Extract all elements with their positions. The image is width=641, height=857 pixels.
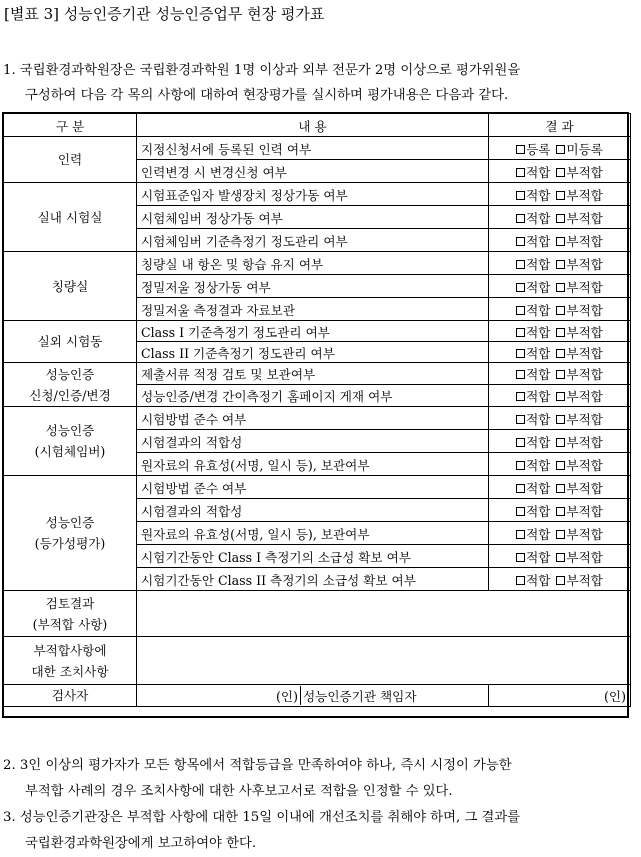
result-cell	[489, 206, 631, 229]
checkbox-icon[interactable]	[556, 168, 565, 177]
inspector-label-cell	[4, 685, 137, 707]
review-result-label: 검토결과	[45, 595, 95, 611]
category-cell	[4, 321, 137, 363]
result-option-label: 부적합	[566, 457, 603, 473]
note-2-line-1: 2. 3인 이상의 평가자가 모든 항목에서 적합등급을 만족하여야 하나, 즉시 시정이 가능한	[3, 758, 512, 773]
category-cell	[4, 252, 137, 321]
checkbox-icon[interactable]	[516, 530, 525, 539]
corrective-action-input-area[interactable]	[137, 637, 631, 685]
result-cell	[489, 252, 631, 275]
corrective-action-row	[4, 637, 631, 685]
item-label: 시험기간동안 Class I 측정기의 소급성 확보 여부	[141, 549, 411, 565]
result-option[interactable]	[556, 573, 603, 588]
checkbox-icon[interactable]	[516, 306, 525, 315]
checkbox-icon[interactable]	[516, 214, 525, 223]
item-label: 원자료의 유효성(서명, 일시 등), 보관여부	[141, 526, 370, 542]
result-option-label: 적합	[526, 345, 551, 361]
checkbox-icon[interactable]	[516, 392, 525, 401]
note-2-line-2: 부적합 사례의 경우 조치사항에 대한 사후보고서로 적합을 인정할 수 있다.	[25, 784, 453, 799]
result-option-label: 적합	[526, 279, 551, 295]
result-option[interactable]	[556, 481, 603, 496]
result-option-label: 부적합	[566, 210, 603, 226]
result-option[interactable]	[516, 389, 550, 404]
checkbox-icon[interactable]	[516, 260, 525, 269]
checkbox-icon[interactable]	[556, 349, 565, 358]
table-row	[4, 476, 631, 499]
result-option[interactable]	[516, 234, 550, 249]
result-option-label: 부적합	[566, 503, 603, 519]
review-result-row	[4, 591, 631, 637]
review-result-label-cell	[4, 591, 137, 637]
result-option[interactable]	[556, 234, 603, 249]
result-option-label: 부적합	[566, 411, 603, 427]
checkbox-icon[interactable]	[556, 530, 565, 539]
result-option[interactable]	[516, 435, 550, 450]
intro-line-1: 1. 국립환경과학원장은 국립환경과학원 1명 이상과 외부 전문가 2명 이상으로 평가위원을	[3, 63, 521, 78]
table-row	[4, 137, 631, 160]
item-cell	[137, 453, 489, 476]
result-option-label: 적합	[526, 503, 551, 519]
signature-row	[4, 685, 631, 707]
item-cell	[137, 229, 489, 252]
checkbox-icon[interactable]	[516, 145, 525, 154]
result-option-label: 적합	[526, 434, 551, 450]
checkbox-icon[interactable]	[556, 145, 565, 154]
checkbox-icon[interactable]	[556, 507, 565, 516]
result-option-label: 적합	[526, 233, 551, 249]
result-cell	[489, 298, 631, 321]
checkbox-icon[interactable]	[516, 576, 525, 585]
result-cell	[489, 385, 631, 407]
table-header-row	[4, 114, 631, 137]
result-option[interactable]	[516, 550, 550, 565]
category-cell	[4, 476, 137, 591]
result-option-label: 적합	[526, 480, 551, 496]
result-option[interactable]	[516, 188, 550, 203]
result-option[interactable]	[556, 211, 603, 226]
corrective-action-label: 부적합사항에	[33, 642, 107, 658]
result-cell	[489, 407, 631, 430]
result-option[interactable]	[556, 303, 603, 318]
item-label: 시험방법 준수 여부	[141, 480, 247, 496]
checkbox-icon[interactable]	[556, 484, 565, 493]
result-option-label: 부적합	[566, 279, 603, 295]
category-cell	[4, 137, 137, 183]
item-label: 시험결과의 적합성	[141, 503, 243, 519]
item-label: 제출서류 적정 검토 및 보관여부	[141, 367, 316, 382]
item-label: 시험체임버 기준측정기 정도관리 여부	[141, 233, 348, 249]
result-cell	[489, 275, 631, 298]
header-label: 결 과	[545, 118, 574, 134]
result-option-label: 부적합	[566, 367, 603, 382]
table-row	[4, 252, 631, 275]
result-option[interactable]	[516, 573, 550, 588]
result-option-label: 등록	[526, 141, 551, 157]
table-row	[4, 321, 631, 342]
result-option-label: 부적합	[566, 187, 603, 203]
result-option[interactable]	[556, 367, 603, 382]
item-cell	[137, 137, 489, 160]
category-label: 실내 시험실	[37, 209, 103, 225]
item-label: 시험기간동안 Class II 측정기의 소급성 확보 여부	[141, 572, 416, 588]
category-label: 인력	[57, 152, 83, 167]
category-label: (시험체임버)	[34, 444, 106, 459]
item-label: 인력변경 시 변경신청 여부	[141, 164, 287, 180]
result-option[interactable]	[556, 188, 603, 203]
checkbox-icon[interactable]	[556, 306, 565, 315]
item-cell	[137, 183, 489, 206]
result-option[interactable]	[516, 527, 550, 542]
header-label: 구 분	[55, 118, 85, 134]
result-option-label: 적합	[526, 187, 551, 203]
result-option[interactable]	[516, 325, 550, 340]
result-option-label: 적합	[526, 549, 551, 565]
table-row	[4, 363, 631, 385]
manager-label-area	[301, 686, 417, 705]
review-result-label: (부적합 사항)	[32, 616, 108, 632]
checkbox-icon[interactable]	[556, 392, 565, 401]
category-cell	[4, 183, 137, 252]
result-cell	[489, 183, 631, 206]
checkbox-icon[interactable]	[556, 214, 565, 223]
review-result-input-area[interactable]	[137, 591, 631, 637]
checkbox-icon[interactable]	[556, 461, 565, 470]
note-3-line-2: 국립환경과학원장에게 보고하여야 한다.	[25, 836, 257, 851]
item-cell	[137, 476, 489, 499]
checkbox-icon[interactable]	[516, 328, 525, 337]
result-option-label: 부적합	[566, 256, 603, 272]
manager-label: 성능인증기관 책임자	[303, 689, 417, 704]
inspector-sign-cell[interactable]	[137, 685, 489, 707]
category-label: 실외 시험동	[37, 334, 103, 349]
result-option-label: 미등록	[566, 141, 603, 157]
category-label: 신청/인증/변경	[29, 387, 111, 403]
result-option-label: 부적합	[566, 233, 603, 249]
checkbox-icon[interactable]	[556, 191, 565, 200]
item-label: 성능인증/변경 간이측정기 홈페이지 게재 여부	[141, 389, 393, 404]
result-cell	[489, 229, 631, 252]
category-label: 성능인증	[45, 515, 95, 530]
item-label: 시험체임버 정상가동 여부	[141, 210, 283, 226]
checkbox-icon[interactable]	[556, 553, 565, 562]
item-cell	[137, 522, 489, 545]
category-label: (등가성평가)	[34, 536, 106, 551]
category-label: 성능인증	[45, 423, 95, 438]
result-option[interactable]	[516, 504, 550, 519]
checkbox-icon[interactable]	[556, 260, 565, 269]
result-cell	[489, 476, 631, 499]
result-option[interactable]	[556, 504, 603, 519]
result-option-label: 적합	[526, 457, 551, 473]
item-cell	[137, 568, 489, 591]
item-cell	[137, 385, 489, 407]
category-label: 성능인증	[45, 366, 95, 382]
result-cell	[489, 453, 631, 476]
result-option-label: 적합	[526, 164, 551, 180]
header-cell	[489, 114, 631, 137]
seal-mark: (인)	[276, 689, 298, 704]
item-label: 지정신청서에 등록된 인력 여부	[141, 141, 312, 157]
inspector-label: 검사자	[51, 688, 89, 703]
result-option[interactable]	[556, 280, 603, 295]
intro-line-2: 구성하여 다음 각 목의 사항에 대하여 현장평가를 실시하며 평가내용은 다음과 같다.	[25, 88, 509, 103]
item-label: 정밀저울 정상가동 여부	[141, 279, 271, 295]
notes-section	[3, 753, 639, 857]
result-option[interactable]	[516, 142, 550, 157]
result-option[interactable]	[516, 412, 550, 427]
result-option[interactable]	[516, 346, 550, 361]
intro-paragraph	[3, 58, 639, 108]
result-option[interactable]	[516, 211, 550, 226]
manager-seal-cell[interactable]	[489, 685, 631, 707]
item-cell	[137, 363, 489, 385]
item-label: 정밀저울 측정결과 자료보관	[141, 302, 295, 318]
checkbox-icon[interactable]	[556, 237, 565, 246]
result-option[interactable]	[556, 346, 603, 361]
result-option-label: 적합	[526, 324, 551, 340]
checkbox-icon[interactable]	[516, 283, 525, 292]
item-cell	[137, 275, 489, 298]
item-label: Class II 기준측정기 정도관리 여부	[141, 345, 335, 361]
inspector-seal-area[interactable]	[137, 686, 301, 705]
result-cell	[489, 342, 631, 363]
checkbox-icon[interactable]	[516, 349, 525, 358]
result-option[interactable]	[516, 303, 550, 318]
result-option-label: 부적합	[566, 164, 603, 180]
item-label: 원자료의 유효성(서명, 일시 등), 보관여부	[141, 457, 370, 473]
result-option-label: 부적합	[566, 480, 603, 496]
result-option[interactable]	[516, 280, 550, 295]
result-option[interactable]	[556, 389, 603, 404]
result-option[interactable]	[556, 142, 603, 157]
result-cell	[489, 137, 631, 160]
result-option[interactable]	[556, 550, 603, 565]
result-option-label: 부적합	[566, 389, 603, 404]
checkbox-icon[interactable]	[516, 461, 525, 470]
checkbox-icon[interactable]	[516, 415, 525, 424]
result-cell	[489, 522, 631, 545]
result-option-label: 부적합	[566, 549, 603, 565]
result-option-label: 적합	[526, 210, 551, 226]
result-cell	[489, 499, 631, 522]
result-option-label: 부적합	[566, 345, 603, 361]
result-option[interactable]	[556, 458, 603, 473]
item-cell	[137, 342, 489, 363]
item-cell	[137, 206, 489, 229]
checkbox-icon[interactable]	[516, 168, 525, 177]
note-3-line-1: 3. 성능인증기관장은 부적합 사항에 대한 15일 이내에 개선조치를 취해야 하며, 그 결과를	[3, 810, 521, 825]
result-option-label: 적합	[526, 389, 551, 404]
item-cell	[137, 499, 489, 522]
header-cell	[4, 114, 137, 137]
item-cell	[137, 252, 489, 275]
category-label: 칭량실	[51, 278, 89, 294]
result-option[interactable]	[556, 257, 603, 272]
corrective-action-label: 대한 조치사항	[31, 663, 109, 679]
corrective-action-label-cell	[4, 637, 137, 685]
result-cell	[489, 321, 631, 342]
result-option-label: 부적합	[566, 302, 603, 318]
result-option[interactable]	[556, 165, 603, 180]
result-option-label: 부적합	[566, 526, 603, 542]
result-option[interactable]	[556, 412, 603, 427]
item-label: 시험방법 준수 여부	[141, 411, 247, 427]
result-option[interactable]	[516, 458, 550, 473]
header-cell	[137, 114, 489, 137]
checkbox-icon[interactable]	[556, 415, 565, 424]
checkbox-icon[interactable]	[516, 553, 525, 562]
result-option[interactable]	[556, 527, 603, 542]
result-option[interactable]	[516, 165, 550, 180]
result-cell	[489, 568, 631, 591]
item-cell	[137, 160, 489, 183]
checkbox-icon[interactable]	[556, 438, 565, 447]
result-option-label: 적합	[526, 256, 551, 272]
result-cell	[489, 363, 631, 385]
result-option[interactable]	[556, 435, 603, 450]
result-option-label: 적합	[526, 411, 551, 427]
table-row	[4, 407, 631, 430]
checkbox-icon[interactable]	[556, 283, 565, 292]
result-option-label: 적합	[526, 302, 551, 318]
checkbox-icon[interactable]	[516, 370, 525, 379]
result-option[interactable]	[516, 481, 550, 496]
result-option-label: 부적합	[566, 324, 603, 340]
checkbox-icon[interactable]	[516, 438, 525, 447]
item-cell	[137, 407, 489, 430]
document-title: [별표 3] 성능인증기관 성능인증업무 현장 평가표	[4, 5, 325, 23]
result-option-label: 부적합	[566, 434, 603, 450]
item-label: 시험표준입자 발생장치 정상가동 여부	[141, 187, 348, 203]
table-row	[4, 183, 631, 206]
evaluation-table	[3, 113, 631, 707]
result-option-label: 적합	[526, 572, 551, 588]
result-option[interactable]	[516, 257, 550, 272]
item-cell	[137, 545, 489, 568]
checkbox-icon[interactable]	[516, 484, 525, 493]
checkbox-icon[interactable]	[516, 191, 525, 200]
checkbox-icon[interactable]	[556, 328, 565, 337]
result-option-label: 적합	[526, 367, 551, 382]
result-cell	[489, 160, 631, 183]
item-label: Class I 기준측정기 정도관리 여부	[141, 324, 330, 340]
item-label: 시험결과의 적합성	[141, 434, 243, 450]
result-option-label: 적합	[526, 526, 551, 542]
item-cell	[137, 298, 489, 321]
result-option[interactable]	[516, 367, 550, 382]
checkbox-icon[interactable]	[556, 370, 565, 379]
checkbox-icon[interactable]	[516, 237, 525, 246]
checkbox-icon[interactable]	[556, 576, 565, 585]
category-cell	[4, 363, 137, 407]
result-option[interactable]	[556, 325, 603, 340]
header-label: 내 용	[298, 118, 327, 134]
item-cell	[137, 321, 489, 342]
seal-mark: (인)	[604, 689, 626, 704]
checkbox-icon[interactable]	[516, 507, 525, 516]
result-cell	[489, 545, 631, 568]
item-cell	[137, 430, 489, 453]
category-cell	[4, 407, 137, 476]
item-label: 칭량실 내 항온 및 항습 유지 여부	[141, 256, 324, 272]
result-option-label: 부적합	[566, 572, 603, 588]
result-cell	[489, 430, 631, 453]
